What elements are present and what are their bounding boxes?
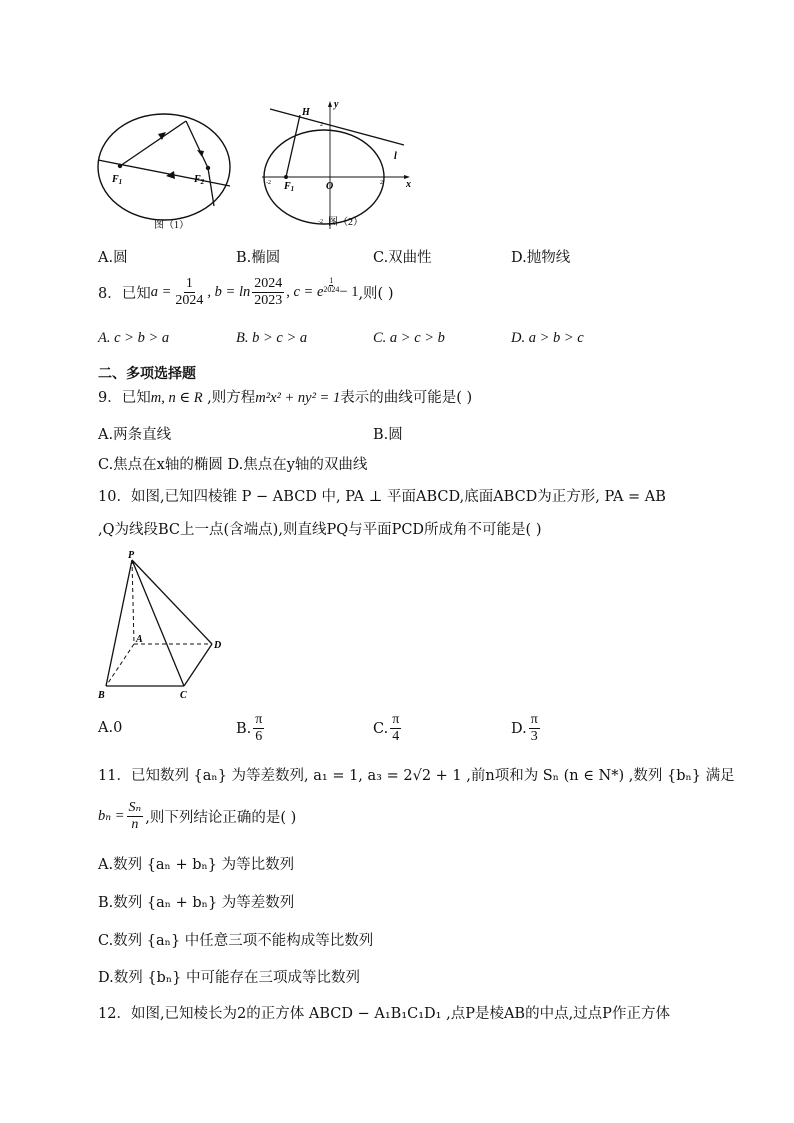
label-x: x	[406, 179, 411, 190]
figure-1-ellipse	[96, 110, 236, 235]
q9-stem: 9．已知m, n ∈ R ,则方程m²x² + ny² = 1表示的曲线可能是( )	[98, 390, 473, 406]
ray-top-f2	[186, 121, 208, 168]
q10-stem-line1: 10．如图,已知四棱锥 P − ABCD 中, PA ⊥ 平面ABCD,底面ABCD为正方形, PA = AB	[98, 489, 666, 505]
edge-cd	[184, 644, 212, 686]
q9-option-a: A.两条直线	[98, 427, 172, 443]
vertex-label-b: B	[98, 690, 105, 700]
q7-option-d: D.抛物线	[511, 250, 571, 266]
focus-f1-dot-2	[284, 175, 288, 179]
q8-stem: 8．已知 a = $\frac{1}{2024}$ , b = ln $\frac{2024}{2023}$ , c = e 1 2024 − 1 ,则( )	[98, 276, 394, 309]
q10-option-c: C. $\frac{\pi}{4}$	[373, 712, 400, 745]
q11-option-a: A.数列 {aₙ + bₙ} 为等比数列	[98, 857, 295, 873]
focus-f2-dot	[206, 166, 210, 170]
q7-option-b: B.椭圆	[236, 250, 281, 266]
tick-y-neg2: -2	[318, 219, 323, 225]
vertex-label-p: P	[128, 550, 135, 561]
q8-option-a: A. c > b > a	[98, 330, 170, 346]
q7-option-a: A.圆	[98, 250, 128, 266]
vertex-label-d: D	[214, 640, 222, 651]
q11-option-b: B.数列 {aₙ + bₙ} 为等差数列	[98, 895, 295, 911]
edge-pc	[132, 560, 184, 686]
edge-pb	[106, 560, 132, 686]
segment-f1-h	[286, 115, 300, 177]
edge-pa-hidden	[132, 560, 134, 644]
section-heading-multiple-choice: 二、多项选择题	[98, 366, 196, 382]
q12-stem-line1: 12．如图,已知棱长为2的正方体 ABCD − A₁B₁C₁D₁ ,点P是棱AB的中点,过点P作正方体	[98, 1006, 670, 1022]
vertex-label-a: A	[136, 634, 143, 645]
q10-stem-line2: ,Q为线段BC上一点(含端点),则直线PQ与平面PCD所成角不可能是( )	[98, 522, 542, 538]
q10-option-b: B. $\frac{\pi}{6}$	[236, 712, 263, 745]
figure-pyramid-p-abcd	[96, 548, 226, 700]
label-o: O	[326, 181, 334, 192]
q11-option-c: C.数列 {aₙ} 中任意三项不能构成等比数列	[98, 933, 374, 949]
label-f2: $F_2$	[194, 174, 205, 186]
q8-option-b: B. b > c > a	[236, 330, 308, 346]
q10-option-a: A.0	[98, 720, 123, 736]
figure-2-ellipse-tangent	[258, 97, 418, 235]
tangent-line-l	[270, 109, 404, 145]
label-h: H	[302, 107, 310, 118]
tick-y-2: 2	[320, 122, 323, 128]
q11-stem-line1: 11．已知数列 {aₙ} 为等差数列, a₁ = 1, a₃ = 2√2 + 1 ,前n项和为 Sₙ (n ∈ N*) ,数列 {bₙ} 满足	[98, 768, 735, 784]
y-arrow	[328, 101, 332, 107]
q8-option-d: D. a > b > c	[511, 330, 584, 346]
focus-f1-dot	[118, 164, 122, 168]
ray-f1-top	[120, 121, 186, 166]
q11-option-d: D.数列 {bₙ} 中可能存在三项成等比数列	[98, 970, 360, 986]
ellipse-outline	[98, 114, 230, 220]
q9-option-b: B.圆	[373, 427, 403, 443]
arrow-head-3	[166, 171, 175, 179]
tick-x-2: 2	[380, 180, 383, 186]
caption-fig1: 图（1）	[154, 220, 189, 231]
caption-fig2: 图（2）	[328, 217, 363, 228]
label-f1: $F_1$	[112, 174, 123, 186]
edge-pd	[132, 560, 212, 644]
label-l: l	[394, 151, 397, 162]
q8-option-c: C. a > c > b	[373, 330, 445, 346]
label-f1-2: $F_1$	[284, 181, 295, 193]
q10-option-d: D. $\frac{\pi}{3}$	[511, 712, 538, 745]
vertex-label-c: C	[180, 690, 187, 700]
ray-f2-bottom	[208, 168, 214, 206]
q7-option-c: C.双曲性	[373, 250, 432, 266]
q11-stem-line2: bₙ = $\frac{\text{Sₙ}}{n}$ ,则下列结论正确的是( )	[98, 800, 297, 833]
q9-option-cd: C.焦点在x轴的椭圆 D.焦点在y轴的双曲线	[98, 457, 368, 473]
tick-x-neg2: -2	[266, 180, 271, 186]
label-y: y	[334, 99, 339, 110]
